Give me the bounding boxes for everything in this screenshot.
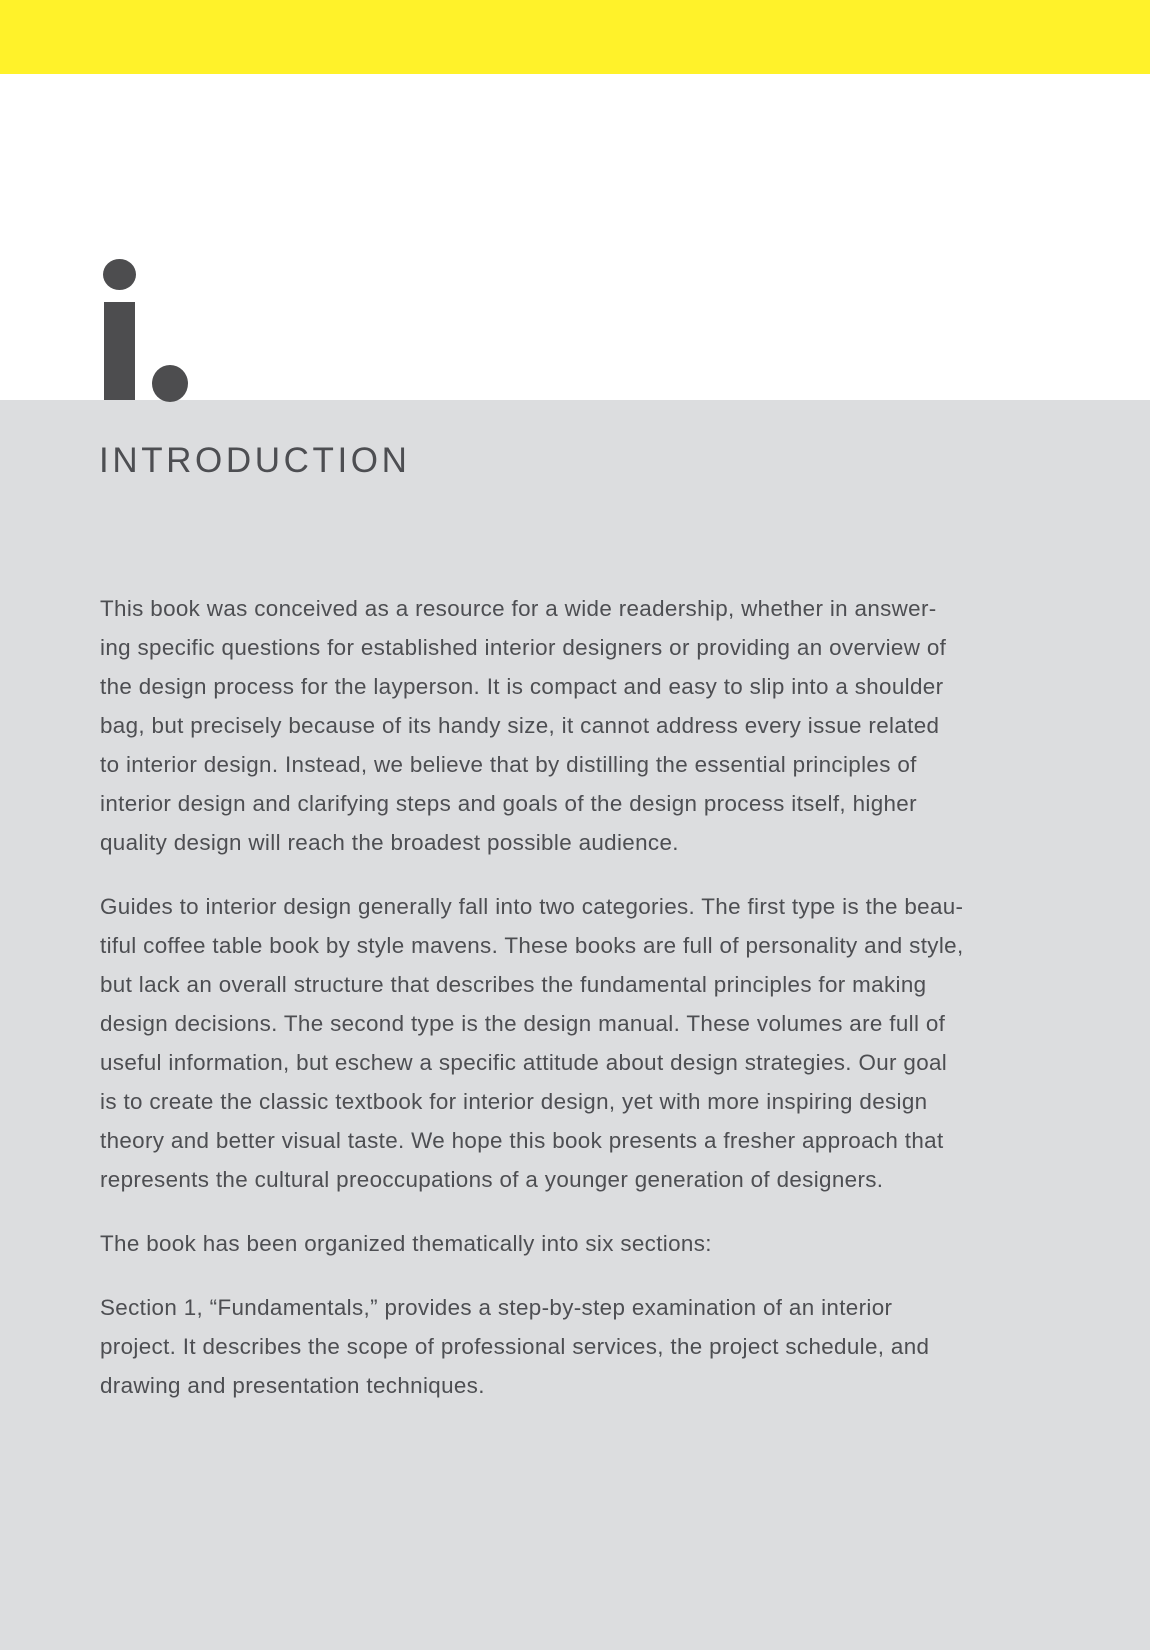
text-line: ing specific questions for established interior designers or providing an overview of [100, 635, 947, 660]
text-line: This book was conceived as a resource for a wide readership, whether in answer- [100, 596, 937, 621]
numeral-i-dot [103, 259, 136, 290]
text-line: project. It describes the scope of professional services, the project schedule, and [100, 1334, 930, 1359]
text-line: but lack an overall structure that describes the fundamental principles for making [100, 972, 927, 997]
text-line: The book has been organized thematically into six sections: [100, 1231, 712, 1256]
text-line: is to create the classic textbook for interior design, yet with more inspiring design [100, 1089, 928, 1114]
text-line: Section 1, “Fundamentals,” provides a step-by-step examination of an interior [100, 1295, 893, 1320]
text-line: to interior design. Instead, we believe that by distilling the essential principles of [100, 752, 917, 777]
paragraph [100, 887, 1060, 1199]
body-text [100, 589, 1060, 1430]
paragraph [100, 1288, 1060, 1405]
text-line: represents the cultural preoccupations of a younger generation of designers. [100, 1167, 884, 1192]
text-line: theory and better visual taste. We hope this book presents a fresher approach that [100, 1128, 944, 1153]
yellow-accent-band [0, 0, 1150, 74]
text-line: tiful coffee table book by style mavens. These books are full of personality and style, [100, 933, 964, 958]
text-line: quality design will reach the broadest possible audience. [100, 830, 679, 855]
numeral-period [152, 365, 188, 402]
text-line: the design process for the layperson. It is compact and easy to slip into a shoulder [100, 674, 944, 699]
paragraph [100, 589, 1060, 862]
text-line: useful information, but eschew a specific attitude about design strategies. Our goal [100, 1050, 948, 1075]
chapter-title: INTRODUCTION [99, 441, 411, 480]
numeral-i-stem [104, 302, 135, 400]
paragraph [100, 1224, 1060, 1263]
text-line: interior design and clarifying steps and goals of the design process itself, higher [100, 791, 917, 816]
text-line: design decisions. The second type is the design manual. These volumes are full of [100, 1011, 946, 1036]
text-line: Guides to interior design generally fall into two categories. The first type is the beau- [100, 894, 964, 919]
text-line: drawing and presentation techniques. [100, 1373, 485, 1398]
text-line: bag, but precisely because of its handy size, it cannot address every issue related [100, 713, 940, 738]
